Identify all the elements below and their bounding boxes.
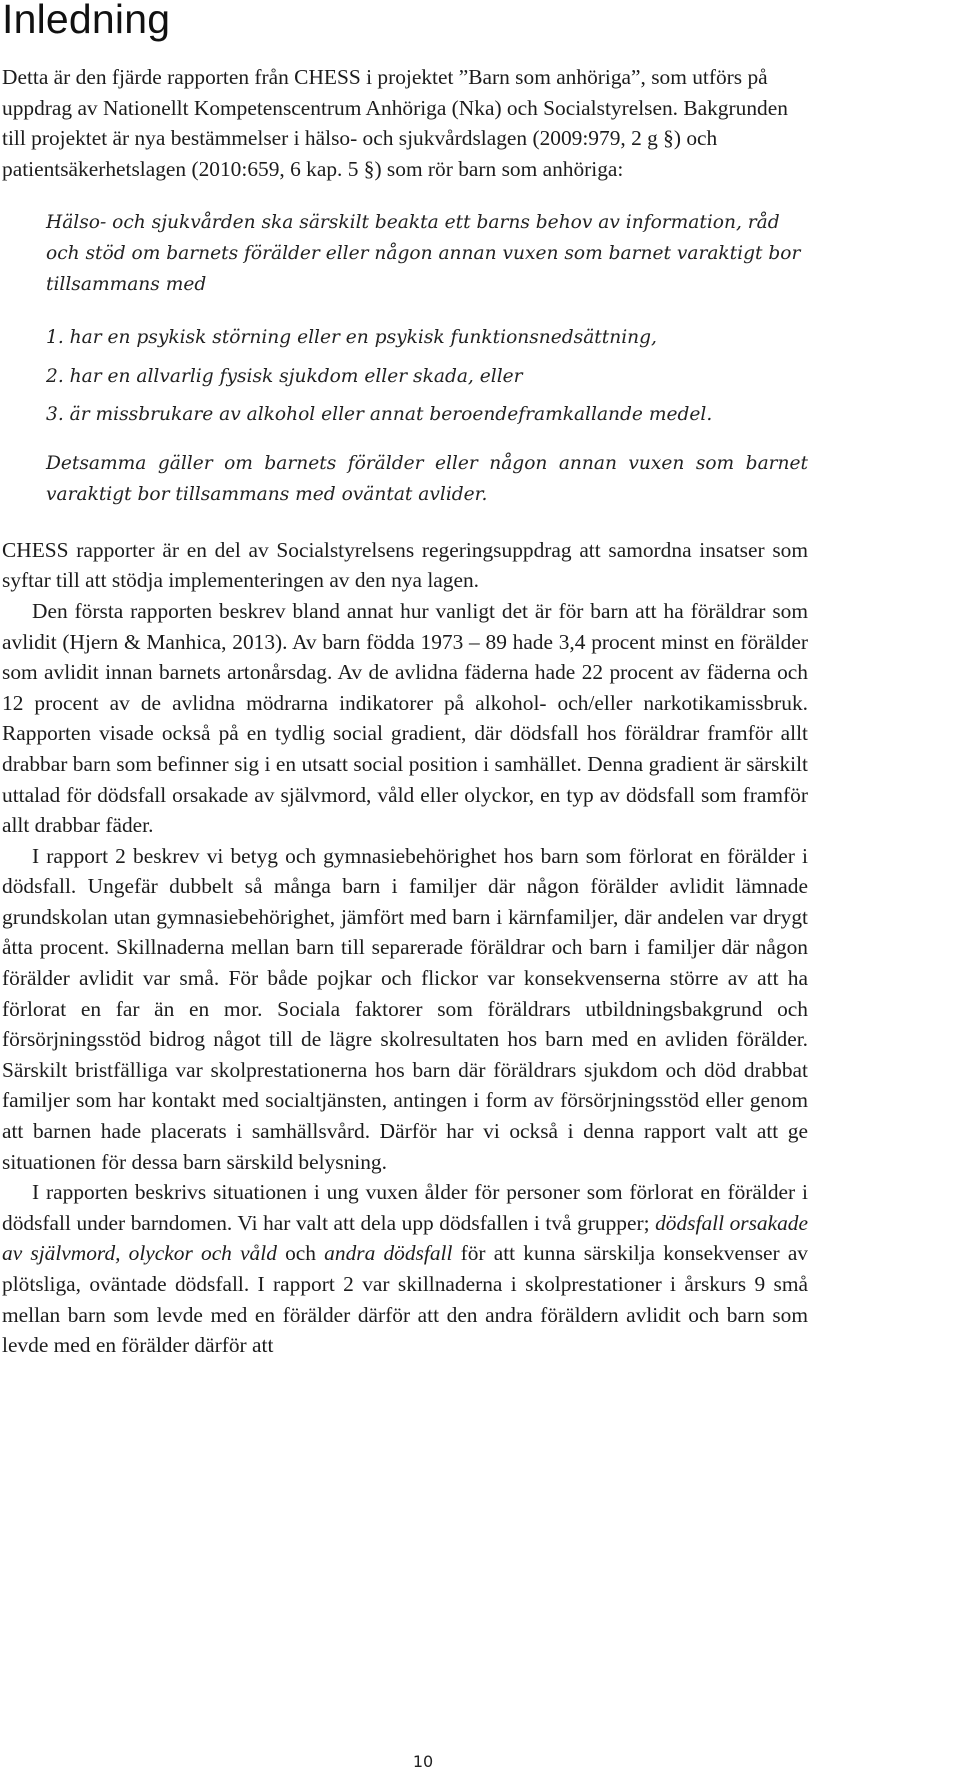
page-title: Inledning [2,0,171,42]
quote-lead: Hälso- och sjukvården ska särskilt beakta ett barns behov av information, råd och stöd om barnets förälder eller någon annan vuxen som barnet varaktigt bor tillsammans med [46,212,801,295]
paragraph [2,1177,808,1361]
paragraph: Den första rapporten beskrev bland annat hur vanligt det är för barn att ha föräldrar som avlidit (Hjern & Manhica, 2013). Av barn födda 1973 – 89 hade 3,4 procent minst en förälder som avlidit innan barnets artonårsdag. Av de avlidna fäderna hade 22 procent av fäderna och 12 procent av de avlidna mödrarna indikatorer på alkohol- och/eller narkotikamissbruk. Rapporten visade också på en tydlig social gradient, där dödsfall hos föräldrar framför allt drabbar barn som befinner sig i en utsatt social position i samhället. Denna gradient är särskilt uttalad för dödsfall orsakade av självmord, våld eller olyckor, en typ av dödsfall som framför allt drabbar fäder. [2,598,808,838]
emphasis-text: andra dödsfall [324,1241,453,1266]
quote-list-item: 3. är missbrukare av alkohol eller annat beroendeframkallande medel. [46,404,713,426]
paragraph-text: I rapporten beskrivs situationen i ung vuxen ålder för personer som förlorat en förälder i dödsfall under barndomen. Vi har valt att dela upp dödsfallen i två grupper; [2,1180,808,1235]
page-footer [0,1752,960,1771]
intro-paragraph: Detta är den fjärde rapporten från CHESS i projektet ”Barn som anhöriga”, som utförs på uppdrag av Nationellt Kompetenscentrum Anhöriga (Nka) och Socialstyrelsen. Bakgrunden till projektet är nya bestämmelser i hälso- och sjukvårdslagen (2009:979, 2 g §) och patientsäkerhetslagen (2010:659, 6 kap. 5 §) som rör barn som anhöriga: [2,65,788,181]
main-text [2,535,808,1361]
body-text [2,62,808,1361]
emphasis-text: dödsfall orsakade av självmord, olyckor och våld [2,1210,808,1266]
quote-list [46,323,808,431]
paragraph: I rapport 2 beskrev vi betyg och gymnasiebehörighet hos barn som förlorat en förälder i dödsfall. Ungefär dubbelt så många barn i familjer där någon förälder avlidit lämnade grundskolan utan gymnasiebehörighet, jämfört med barn i kärnfamiljer, där andelen var drygt åtta procent. Skillnaderna mellan barn till separerade föräldrar och barn i familjer där någon förälder avlidit var små. För både pojkar och flickor var konsekvenserna större av att ha förlorat en far än en mor. Sociala faktorer som föräldrars utbildningsbakgrund och försörjningsstöd bidrog något till de lägre skolresultaten hos barn med en avliden förälder. Särskilt bristfälliga var skolprestationerna hos barn där föräldrars sjukdom och död drabbat familjer som har kontakt med socialtjänsten, antingen i form av försörjningsstöd eller genom att barnen hade placerats i samhällsvård. Därför har vi också i denna rapport valt att ge situationen för dessa barn särskild belysning. [2,843,808,1174]
quote-list-item: 1. har en psykisk störning eller en psykisk funktionsnedsättning, [46,326,657,348]
page-number: 10 [412,1752,434,1771]
paragraph-text: och [276,1241,325,1266]
quote-list-item: 2. har en allvarlig fysisk sjukdom eller skada, eller [46,365,523,387]
law-quote [46,208,808,510]
paragraph: CHESS rapporter är en del av Socialstyrelsens regeringsuppdrag att samordna insatser som syftar till att stödja implementeringen av den nya lagen. [2,537,808,593]
paragraph-text: för att kunna särskilja konsekvenser av plötsliga, oväntade dödsfall. I rapport 2 var skillnaderna i skolprestationer i årskurs 9 små mellan barn som levde med en förälder därför att den andra föräldern avlidit och barn som levde med en förälder därför att [2,1241,809,1358]
quote-closing: Detsamma gäller om barnets förälder eller någon annan vuxen som barnet varaktigt bor tillsammans med oväntat avlider. [46,453,808,505]
